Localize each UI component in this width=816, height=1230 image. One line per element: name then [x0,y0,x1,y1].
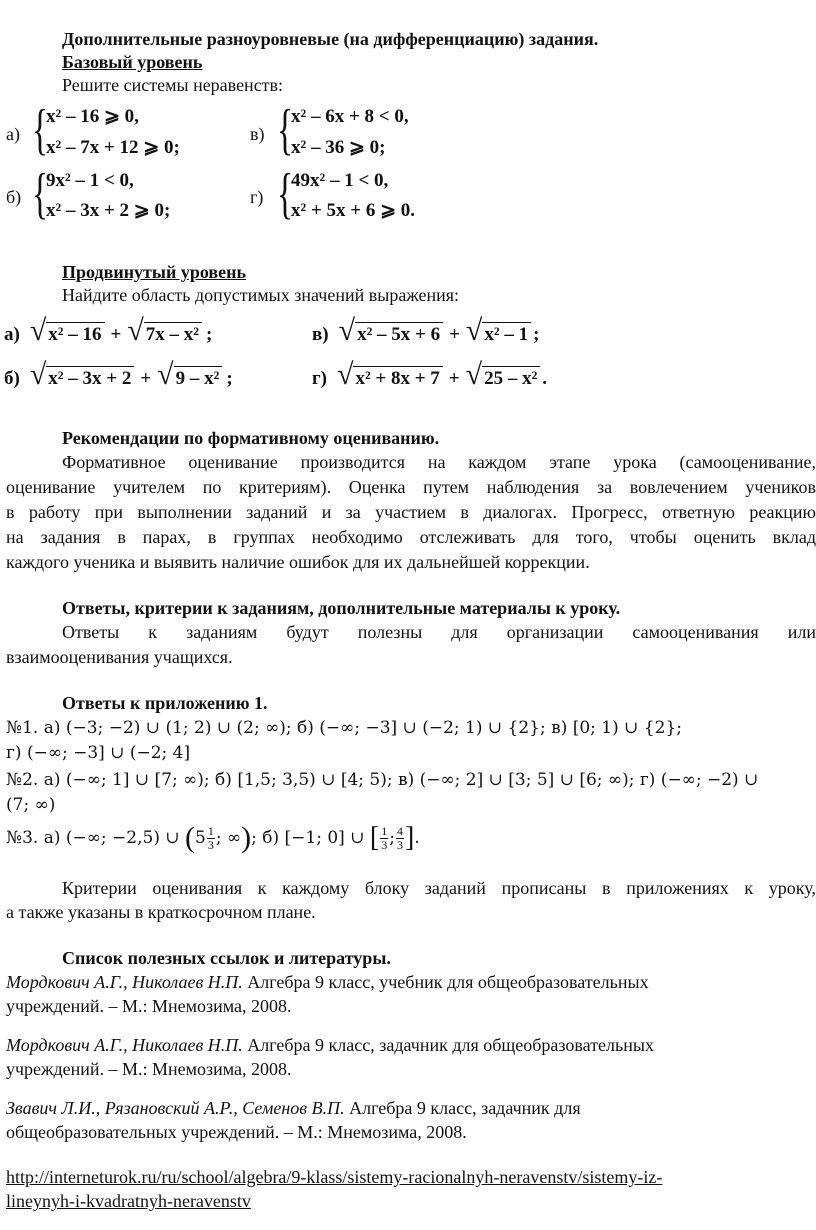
square-root [337,360,443,390]
reference-line [6,971,649,993]
fraction [207,825,215,852]
inequality-line: x² – 16 ⩾ 0, [46,106,139,127]
square-root [339,316,444,346]
system-label: г) [250,187,264,207]
answer-text: г) (−∞; −3] ∪ (−2; 4] [6,743,191,763]
page-title: Дополнительные разноуровневые (на дифференциацию) задания. [62,29,599,49]
reference-line: учреждений. – М.: Мнемозима, 2008. [6,1059,292,1079]
inequality-line: x² + 5x + 6 ⩾ 0. [291,200,416,221]
expression-label: в) [312,324,329,345]
radicand: x² – 1 [482,322,531,346]
fraction-denominator: 3 [381,838,388,853]
answers-intro-line: взаимооценивания учащихся. [6,647,233,667]
reference-authors: Мордкович А.Г., Николаев Н.П. [6,1035,243,1055]
plus-sign: + [449,324,460,345]
fraction-numerator: 4 [396,824,403,839]
formative-paragraph-line: на задания в парах, в группах необходимо отслеживать для того, чтобы оценить вклад [6,527,816,547]
basic-level-instruction: Решите системы неравенств: [62,75,284,95]
paren-open: ( [185,821,196,854]
system-label: а) [6,124,20,144]
reference-line: общеобразовательных учреждений. – М.: Мнемозима, 2008. [6,1122,467,1142]
plus-sign: + [110,324,122,345]
formative-paragraph-line: каждого ученика и выявить наличие ошибок для их дальнейшей коррекции. [6,552,590,572]
criteria-line: а также указаны в краткосрочном плане. [6,902,316,922]
reference-title: Алгебра 9 класс, задачник для [344,1098,581,1118]
plus-sign: + [140,368,152,389]
answers-heading: Ответы к приложению 1. [62,693,268,713]
radical-expression-v [312,316,545,346]
mixed-integer: 5 [195,828,206,848]
radicand: 7x – x² [144,322,202,346]
inequality-line: x² – 3x + 2 ⩾ 0; [46,200,171,221]
radical-expression-a [4,316,218,346]
radical-expression-g [312,360,553,390]
answer-text: . [414,828,420,848]
answer-line [6,768,758,791]
fraction-denominator: 3 [207,838,214,853]
formative-paragraph-line: оценивание учителем по критериям). Оценка путем наблюдения за вовлечением учеников [6,477,816,497]
basic-level-heading: Базовый уровень [62,52,203,72]
square-root [30,360,135,390]
sqrt-icon: √ [29,358,47,391]
reference-authors: Звавич Л.И., Рязановский А.Р., Семенов В.П. [6,1098,345,1118]
fraction [396,825,404,852]
sqrt-icon: √ [465,358,483,391]
square-root [127,316,202,346]
advanced-level-heading: Продвинутый уровень [62,262,246,282]
formative-paragraph-line: в работу при выполнении заданий и за участием в диалогах. Прогресс, ответную реакцию [6,502,816,522]
terminator: ; [206,324,213,345]
answer-line [6,793,55,816]
terminator: ; [226,368,233,389]
square-root [466,316,531,346]
bracket-close: ] [404,822,415,853]
radicand: x² – 3x + 2 [46,366,134,390]
radicand: x² + 8x + 7 [353,366,442,390]
advanced-level-instruction: Найдите область допустимых значений выражения: [62,285,460,305]
sqrt-icon: √ [127,314,144,347]
inequality-line: x² – 7x + 12 ⩾ 0; [46,137,180,158]
reference-link-line-1[interactable]: http://interneturok.ru/ru/school/algebra/9-klass/sistemy-racionalnyh-neravenstv/sistemy-iz- [6,1167,663,1187]
answers-intro-line: Ответы к заданиям будут полезны для организации самооценивания или [62,622,816,642]
fraction-denominator: 3 [396,838,403,853]
answer-text: (7; ∞) [6,795,56,815]
answer-line [6,716,682,739]
sqrt-icon: √ [465,314,483,347]
bracket-open: [ [369,822,380,853]
reference-title: Алгебра 9 класс, задачник для общеобразовательных [242,1035,654,1055]
inequality-line: x² – 6x + 8 < 0, [291,106,409,127]
reference-title: Алгебра 9 класс, учебник для общеобразовательных [242,972,649,992]
brace-icon: { [32,99,49,161]
sqrt-icon: √ [157,358,174,391]
reference-line [6,1034,654,1056]
fraction-numerator: 1 [207,824,214,839]
expression-label: б) [4,368,20,389]
system-label: в) [250,124,265,144]
radicand: x² – 5x + 6 [355,322,443,346]
square-root [466,360,541,390]
system-label: б) [6,187,22,207]
expression-label: г) [312,368,327,389]
radical-expression-b [4,360,239,390]
brace-icon: { [32,163,49,225]
radicand: 25 – x² [482,366,540,390]
answer-text: ; [389,828,395,848]
reference-line: учреждений. – М.: Мнемозима, 2008. [6,996,292,1016]
terminator: ; [533,324,540,345]
answer-text: №3. а) (−∞; −2,5) ∪ [6,828,186,848]
radicand: x² – 16 [46,322,104,346]
reference-line [6,1097,581,1119]
brace-icon: { [277,163,294,225]
answer-text: №2. а) (−∞; 1] ∪ [7; ∞); б) [1,5; 3,5) ∪ [4; 5); в) (−∞; 2] ∪ [3; 5] ∪ [6; ∞); г) (−∞; −2) ∪ [6,770,759,790]
fraction-numerator: 1 [381,824,388,839]
criteria-line: Критерии оценивания к каждому блоку заданий прописаны в приложениях к уроку, [62,878,816,898]
inequality-line: 49x² – 1 < 0, [291,170,389,191]
sqrt-icon: √ [338,314,356,347]
fraction [380,825,388,852]
reference-authors: Мордкович А.Г., Николаев Н.П. [6,972,243,992]
sqrt-icon: √ [29,314,47,347]
answer-line-3 [6,822,420,853]
references-heading: Список полезных ссылок и литературы. [62,948,391,968]
terminator: . [542,368,548,389]
answer-text: ; б) [−1; 0] ∪ [251,828,370,848]
brace-icon: { [277,99,294,161]
square-root [157,360,222,390]
expression-label: а) [4,324,20,345]
radicand: 9 – x² [174,366,223,390]
paren-close: ) [241,821,252,854]
inequality-line: x² – 36 ⩾ 0; [291,137,386,158]
answer-line [6,741,190,764]
answer-text: ; ∞ [215,828,242,848]
formative-heading: Рекомендации по формативному оцениванию. [62,428,440,448]
answers-criteria-heading: Ответы, критерии к заданиям, дополнительные материалы к уроку. [62,598,621,618]
answer-text: №1. а) (−3; −2) ∪ (1; 2) ∪ (2; ∞); б) (−∞; −3] ∪ (−2; 1) ∪ {2}; в) [0; 1) ∪ {2}; [6,718,682,738]
plus-sign: + [448,368,460,389]
square-root [30,316,105,346]
sqrt-icon: √ [336,358,354,391]
formative-paragraph-line: Формативное оценивание производится на каждом этапе урока (самооценивание, [62,452,816,472]
inequality-line: 9x² – 1 < 0, [46,170,134,191]
reference-link-line-2[interactable]: lineynyh-i-kvadratnyh-neravenstv [6,1191,251,1211]
